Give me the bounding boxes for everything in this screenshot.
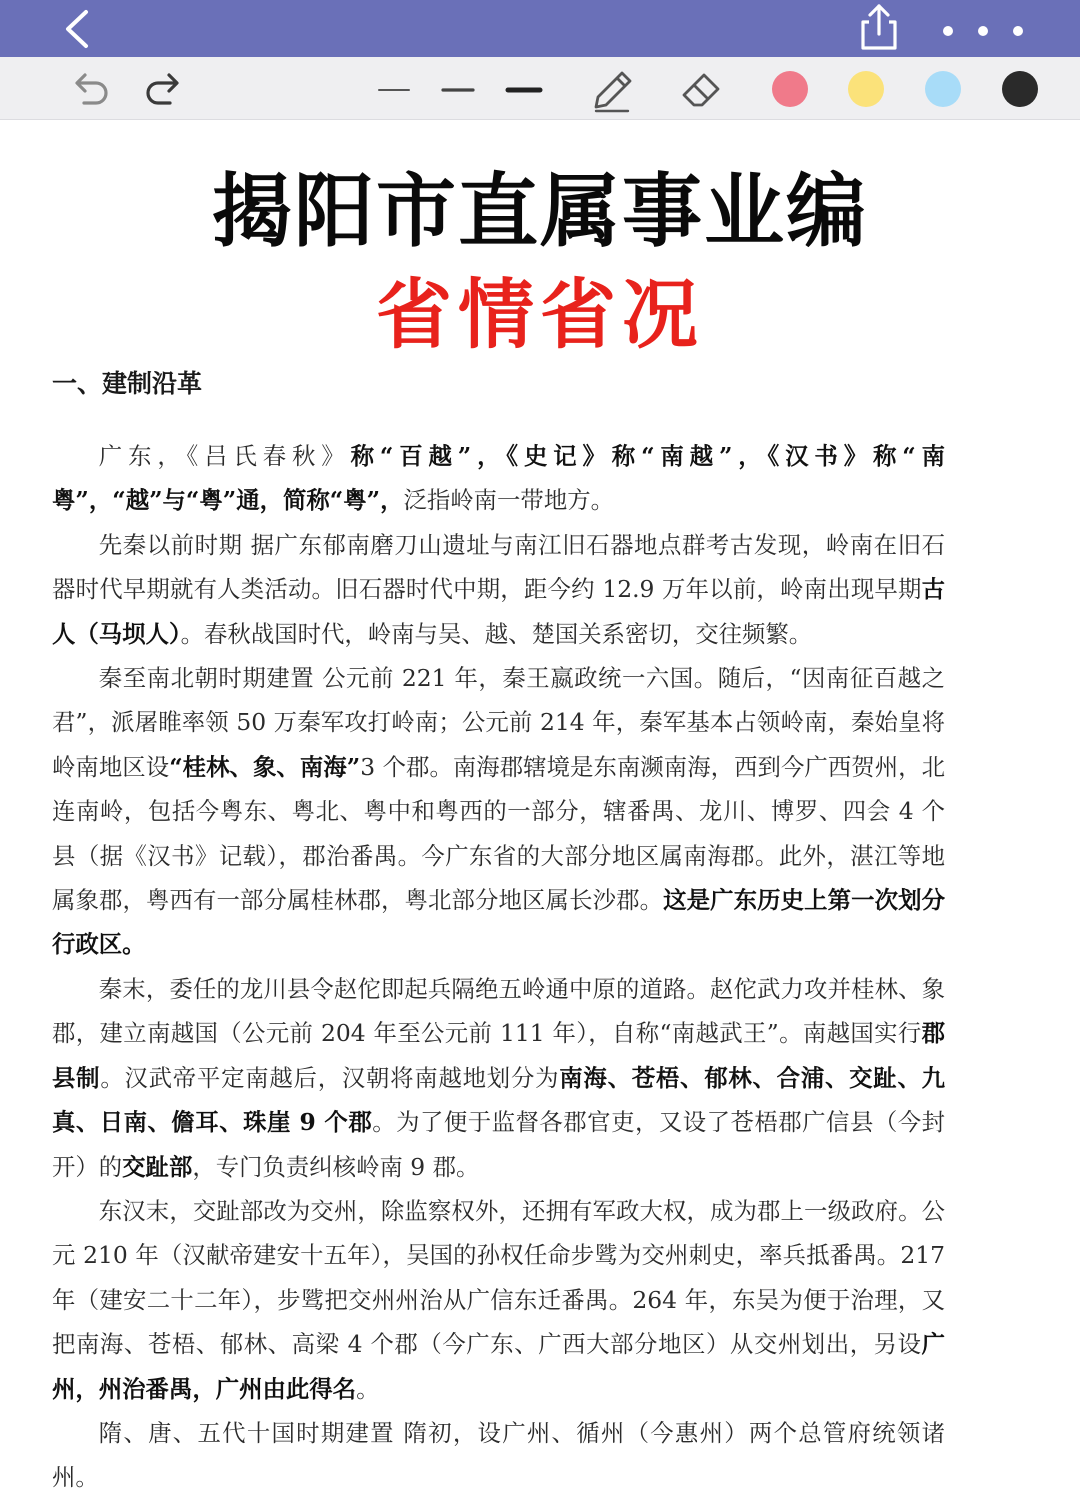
bold-run: 南海、苍梧、郁林、合浦、交趾、九真、日南、儋耳、珠崖 9 个郡 <box>52 1063 946 1137</box>
line-thick-icon[interactable] <box>504 65 544 113</box>
bold-run: 广州，州治番禺，广州由此得名 <box>52 1330 945 1403</box>
bold-run: 交趾部 <box>122 1152 193 1181</box>
bold-run: 郡县制 <box>52 1019 945 1092</box>
line-medium-icon[interactable] <box>440 65 476 113</box>
color-pink-swatch[interactable] <box>772 71 808 107</box>
eraser-icon[interactable] <box>678 65 726 113</box>
text-run: 秦末，委任的龙川县令赵佗即起兵隔绝五岭通中原的道路。赵佗武力攻并桂林、象郡，建立南越国（公元前 204 年至公元前 111 年），自称“南越武王”。南越国实行 <box>52 974 945 1048</box>
body-text <box>52 434 945 1500</box>
section-heading: 一、建制沿革 <box>52 369 203 398</box>
color-yellow-swatch[interactable] <box>848 71 884 107</box>
bold-run: 这是广东历史上第一次划分行政区。 <box>52 886 946 959</box>
pencil-icon[interactable] <box>588 65 636 113</box>
share-icon[interactable] <box>855 2 903 52</box>
text-run: 。为了便于监督各郡官吏，又设了苍梧郡广信县（今封开）的 <box>52 1108 945 1181</box>
text-run: 广东，《吕氏春秋》 <box>98 442 351 470</box>
color-blue-swatch[interactable] <box>925 71 961 107</box>
bold-run: 称“百越”，《史记》称“南越”，《汉书》称“南粤”，“越”与“粤”通，简称“粤”， <box>52 442 945 515</box>
text-run: 隋、唐、五代十国时期建置 隋初，设广州、循州（今惠州）两个总管府统领诸州。 <box>52 1418 945 1492</box>
text-run: 3 个郡。南海郡辖境是东南濒南海，西到今广西贺州，北连南岭，包括今粤东、粤北、粤中和粤西的一部分，辖番禺、龙川、博罗、四会 4 个县（据《汉书》记载），郡治番禺。今广东省的大部分地区属南海郡。此外，湛江等地属象郡，粤西有一部分属桂林郡，粤北部分地区属长沙郡。 <box>52 752 945 915</box>
paragraph-eastern-han <box>52 1189 945 1411</box>
color-black-swatch[interactable] <box>1002 71 1038 107</box>
paragraph-pre-qin <box>52 523 945 656</box>
text-run: 。汉武帝平定南越后，汉朝将南越地划分为 <box>100 1063 560 1092</box>
text-run: 。 <box>356 1374 380 1403</box>
back-chevron-icon[interactable] <box>56 8 98 50</box>
text-run: 泛指岭南一带地方。 <box>403 486 614 515</box>
text-run: 。春秋战国时代，岭南与吴、越、楚国关系密切，交往频繁。 <box>180 619 813 648</box>
paragraph-intro <box>52 434 945 523</box>
redo-icon[interactable] <box>140 65 188 113</box>
text-run: 秦至南北朝时期建置 公元前 221 年，秦王嬴政统一六国。随后，“因南征百越之君”，派屠睢率领 50 万秦军攻打岭南；公元前 214 年，秦军基本占领岭南，秦始皇将岭南地区设 <box>52 664 945 781</box>
text-run: 先秦以前时期 据广东郁南磨刀山遗址与南江旧石器地点群考古发现，岭南在旧石器时代早期就有人类活动。旧石器时代中期，距今约 12.9 万年以前，岭南出现早期 <box>52 530 945 604</box>
bold-run: “桂林、象、南海” <box>169 752 361 781</box>
line-thin-icon[interactable] <box>376 65 412 113</box>
paragraph-qin-to-southern-northern <box>52 656 945 967</box>
more-options-icon[interactable] <box>938 18 1028 44</box>
undo-icon[interactable] <box>66 65 114 113</box>
document-title: 揭阳市直属事业编 <box>212 165 868 258</box>
document-page <box>0 120 1080 1492</box>
bold-run: 古人（马坝人） <box>52 575 945 648</box>
top-app-bar <box>0 0 1080 57</box>
paragraph-nanyue <box>52 967 945 1189</box>
text-run: ，专门负责纠核岭南 9 郡。 <box>192 1152 480 1181</box>
text-run: 东汉末，交趾部改为交州，除监察权外，还拥有军政大权，成为郡上一级政府。公元 210 年（汉献帝建安十五年），吴国的孙权任命步骘为交州刺史，率兵抵番禺。217 年（建安二十二年），步骘把交州州治从广信东迁番禺。264 年，东吴为便于治理，又把南海、苍梧、郁林、高梁 4 个郡（今广东、广西大部分地区）从交州划出，另设 <box>52 1196 945 1359</box>
paragraph-sui-tang <box>52 1411 945 1500</box>
annotation-toolbar <box>0 57 1080 120</box>
document-subtitle: 省情省况 <box>376 270 704 359</box>
